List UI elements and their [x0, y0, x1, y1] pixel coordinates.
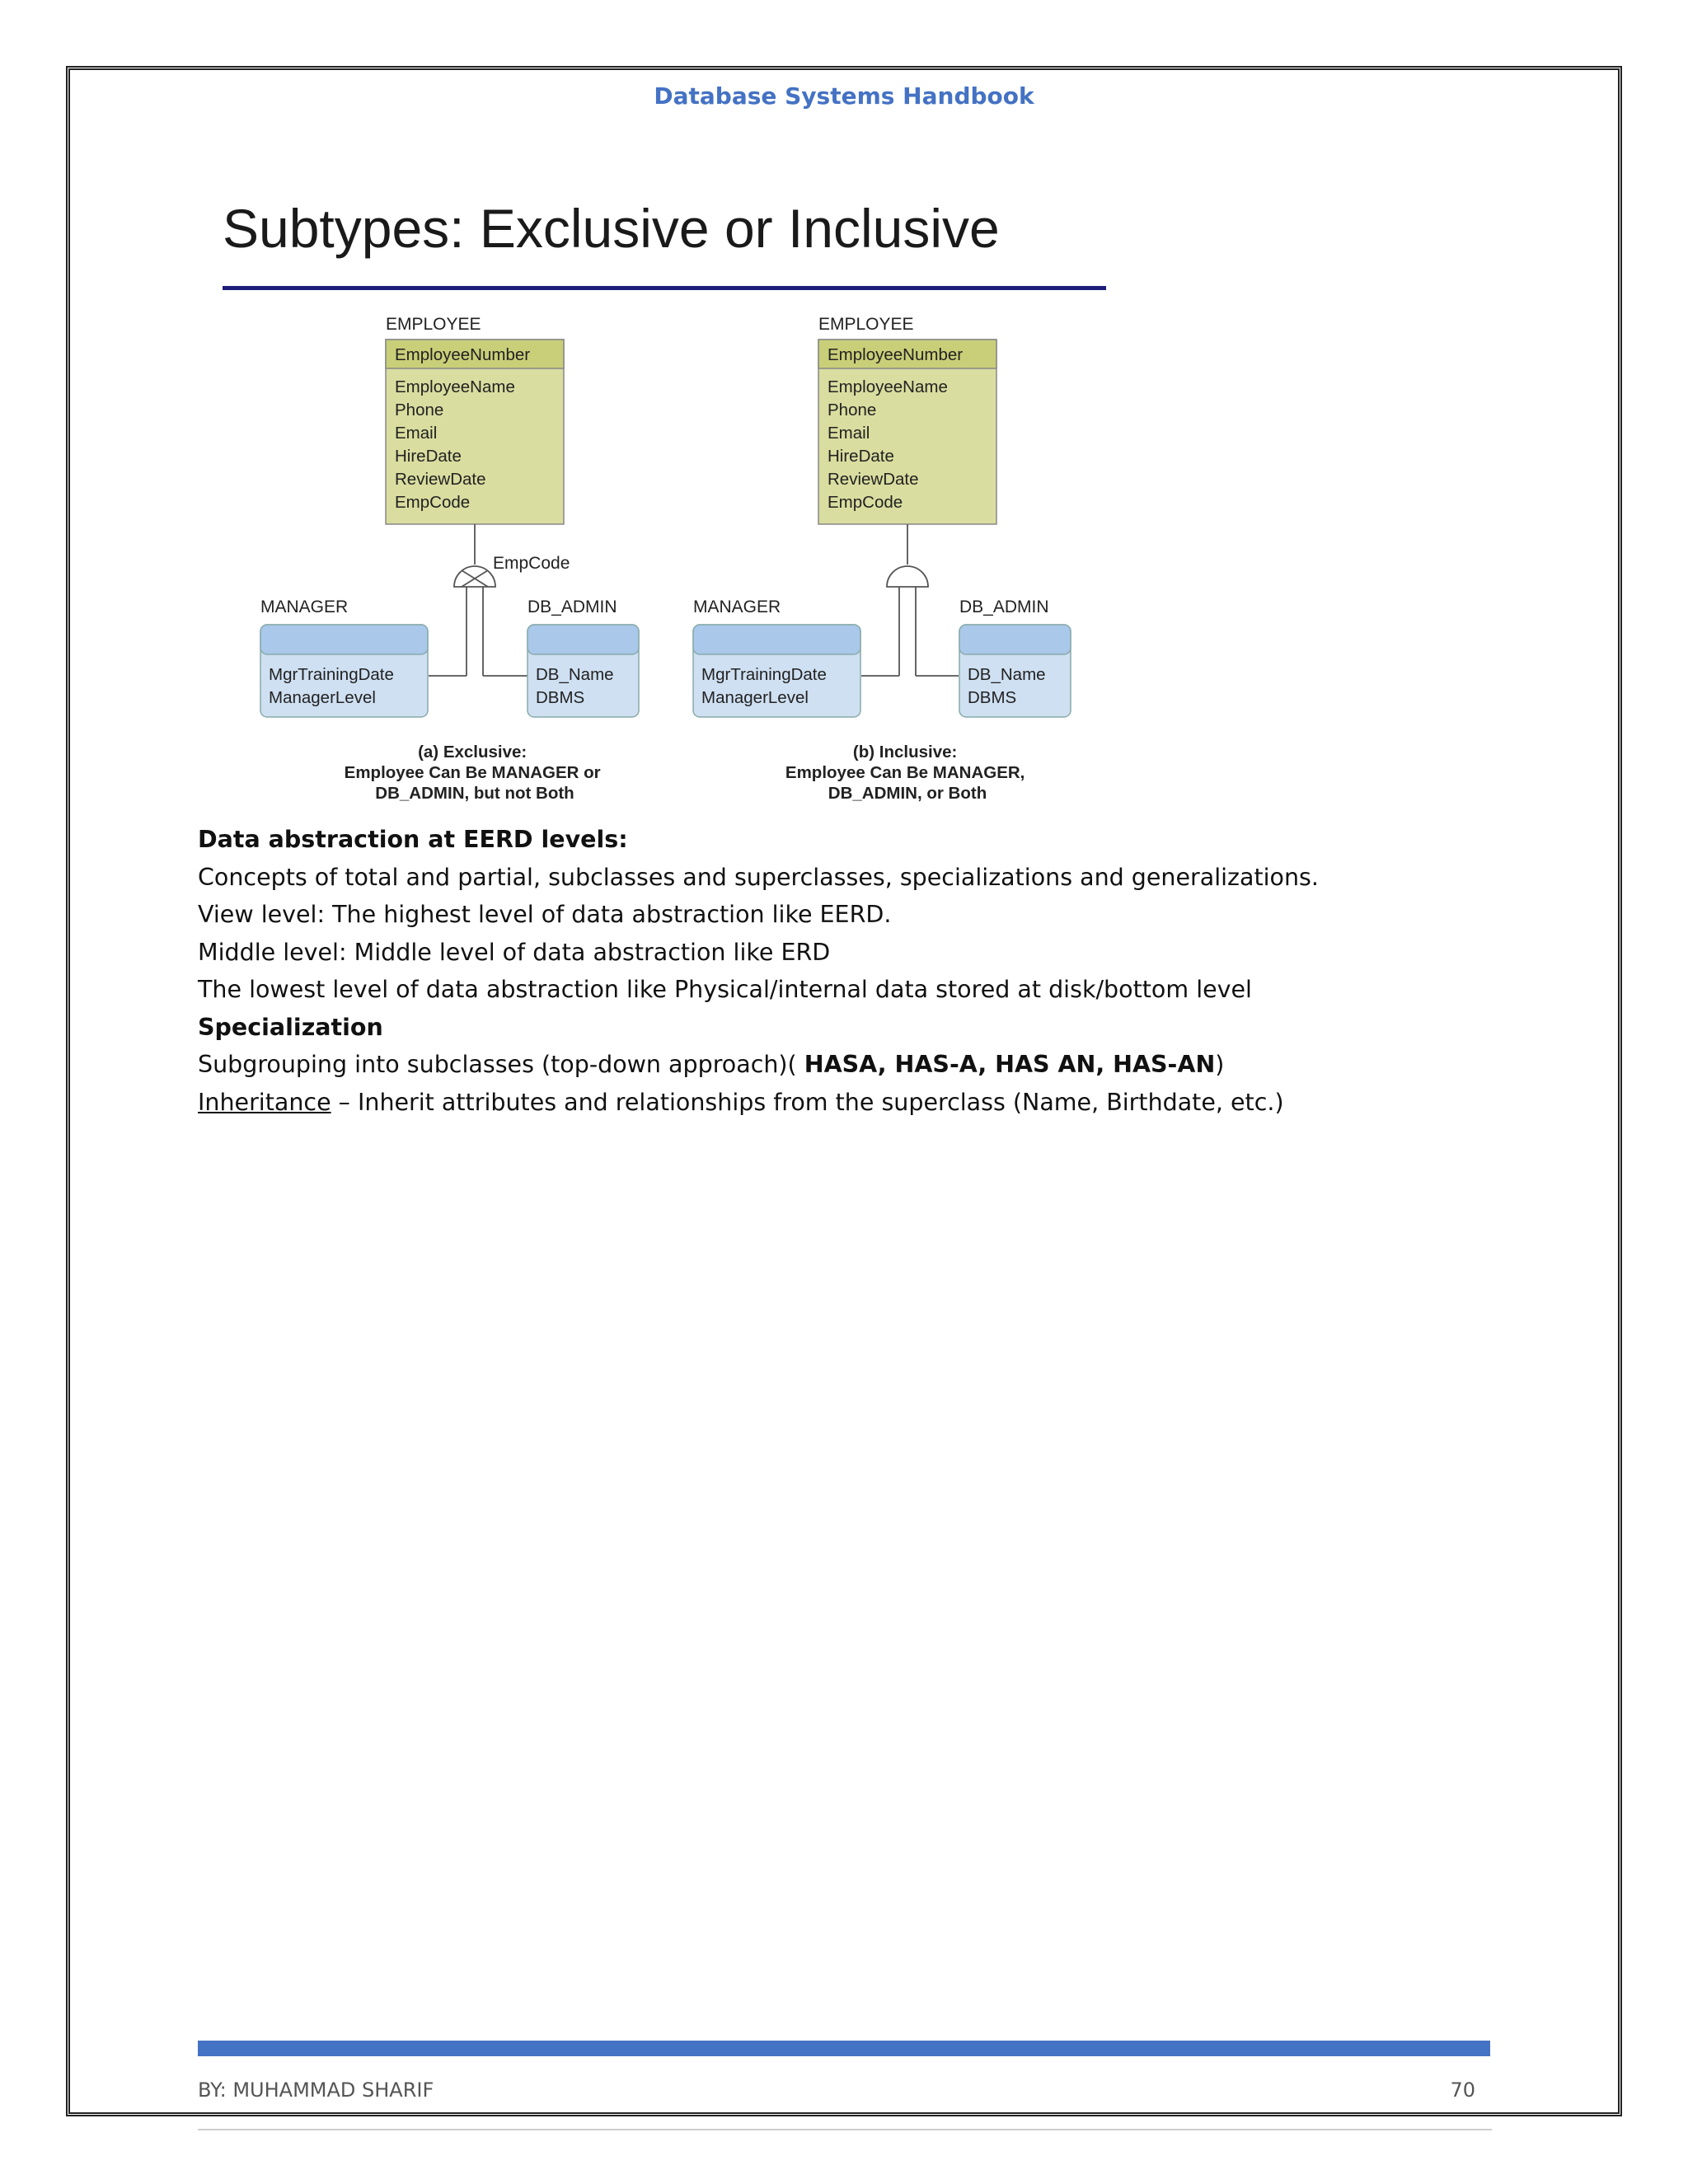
figure-title: Subtypes: Exclusive or Inclusive: [223, 198, 1000, 259]
footer-bar: [198, 2041, 1490, 2056]
attr-a-3: HireDate: [395, 447, 462, 466]
attr-b-3: HireDate: [828, 447, 894, 466]
subtype-b-attr-0-right: DB_Name: [968, 665, 1046, 684]
subtypes-figure: [198, 181, 1137, 816]
supertype-label-a: EMPLOYEE: [386, 315, 481, 334]
attr-b-1: Phone: [828, 401, 877, 419]
paragraph-concepts: Concepts of total and partial, subclasses and superclasses, specializations and generalizations.: [198, 863, 1319, 891]
subgrouping-text: Subgrouping into subclasses (top-down approach)(: [198, 1051, 804, 1078]
caption-a-line-1: Employee Can Be MANAGER or: [344, 763, 601, 782]
attr-b-4: ReviewDate: [828, 470, 919, 489]
subtype-a-attr-1-right: ManagerLevel: [701, 688, 809, 707]
attr-a-4: ReviewDate: [395, 470, 486, 489]
subgrouping-bold-terms: HASA, HAS-A, HAS AN, HAS-AN: [804, 1051, 1216, 1078]
supertype-label-b: EMPLOYEE: [818, 315, 914, 334]
running-header: Database Systems Handbook: [654, 82, 1034, 110]
attr-b-0: EmployeeName: [828, 377, 948, 396]
subtype-b-header-right: [959, 625, 1071, 654]
subtype-a-label-right: MANAGER: [693, 598, 781, 616]
attr-a-2: Email: [395, 424, 438, 443]
subtype-a-attr-1-left: ManagerLevel: [269, 688, 376, 707]
svg-text:(a) Exclusive: Employee: [345, 743, 606, 803]
footer-author: BY: MUHAMMAD SHARIF: [198, 2079, 434, 2102]
subtype-a-attr-0-left: MgrTrainingDate: [269, 665, 394, 684]
subtype-b-label-right: DB_ADMIN: [959, 598, 1049, 616]
attr-a-0: EmployeeName: [395, 377, 515, 396]
subtype-a-header-right: [693, 625, 860, 654]
subtype-a-attr-0-right: MgrTrainingDate: [701, 665, 827, 684]
section-heading-abstraction: Data abstraction at EERD levels:: [198, 826, 628, 853]
paragraph-subgrouping: [198, 1046, 1517, 1084]
subtype-b-attr-1-right: DBMS: [968, 688, 1017, 707]
attr-a-1: Phone: [395, 401, 444, 419]
supertype-key-b: EmployeeNumber: [828, 345, 964, 364]
svg-text:(b) Inclusive: Employee: [785, 743, 1029, 803]
section-heading-specialization: Specialization: [198, 1013, 383, 1041]
subtype-b-attr-1-left: DBMS: [536, 688, 585, 707]
inheritance-term: Inheritance: [198, 1088, 331, 1116]
discriminator-label: EmpCode: [493, 554, 570, 573]
inheritance-text: – Inherit attributes and relationships from the superclass (Name, Birthdate, etc.): [331, 1088, 1284, 1116]
subgrouping-close: ): [1215, 1051, 1225, 1078]
subtype-b-attr-0-left: DB_Name: [536, 665, 614, 684]
paragraph-view-level: View level: The highest level of data abstraction like EERD.: [198, 901, 892, 928]
body-text: [198, 821, 1517, 1121]
subtypes-diagram: [198, 181, 1137, 816]
attr-b-2: Email: [828, 424, 870, 443]
figure-title-rule: [223, 286, 1106, 290]
caption-b-line-1: Employee Can Be MANAGER,: [785, 763, 1025, 782]
caption-a-line-2: DB_ADMIN, but not Both: [375, 784, 574, 803]
attr-b-5: EmpCode: [828, 493, 903, 512]
inclusive-connector: [861, 524, 959, 676]
attr-a-5: EmpCode: [395, 493, 471, 512]
paragraph-lowest-level: The lowest level of data abstraction like Physical/internal data stored at disk/bottom level: [198, 976, 1252, 1003]
caption-b-line-0: (b) Inclusive:: [852, 743, 958, 762]
paragraph-inheritance: [198, 1084, 1517, 1122]
caption-b-line-2: DB_ADMIN, or Both: [828, 784, 987, 803]
caption-a-line-0: (a) Exclusive:: [418, 743, 528, 762]
supertype-key-a: EmployeeNumber: [395, 345, 531, 364]
subtype-b-label-left: DB_ADMIN: [528, 598, 617, 616]
subtype-a-label-left: MANAGER: [260, 598, 349, 616]
paragraph-middle-level: Middle level: Middle level of data abstraction like ERD: [198, 938, 831, 966]
subtype-b-header-left: [528, 625, 639, 654]
exclusive-connector: [429, 524, 528, 676]
bottom-divider: [198, 2129, 1492, 2130]
page-number: 70: [1450, 2079, 1475, 2102]
subtype-a-header-left: [260, 625, 428, 654]
